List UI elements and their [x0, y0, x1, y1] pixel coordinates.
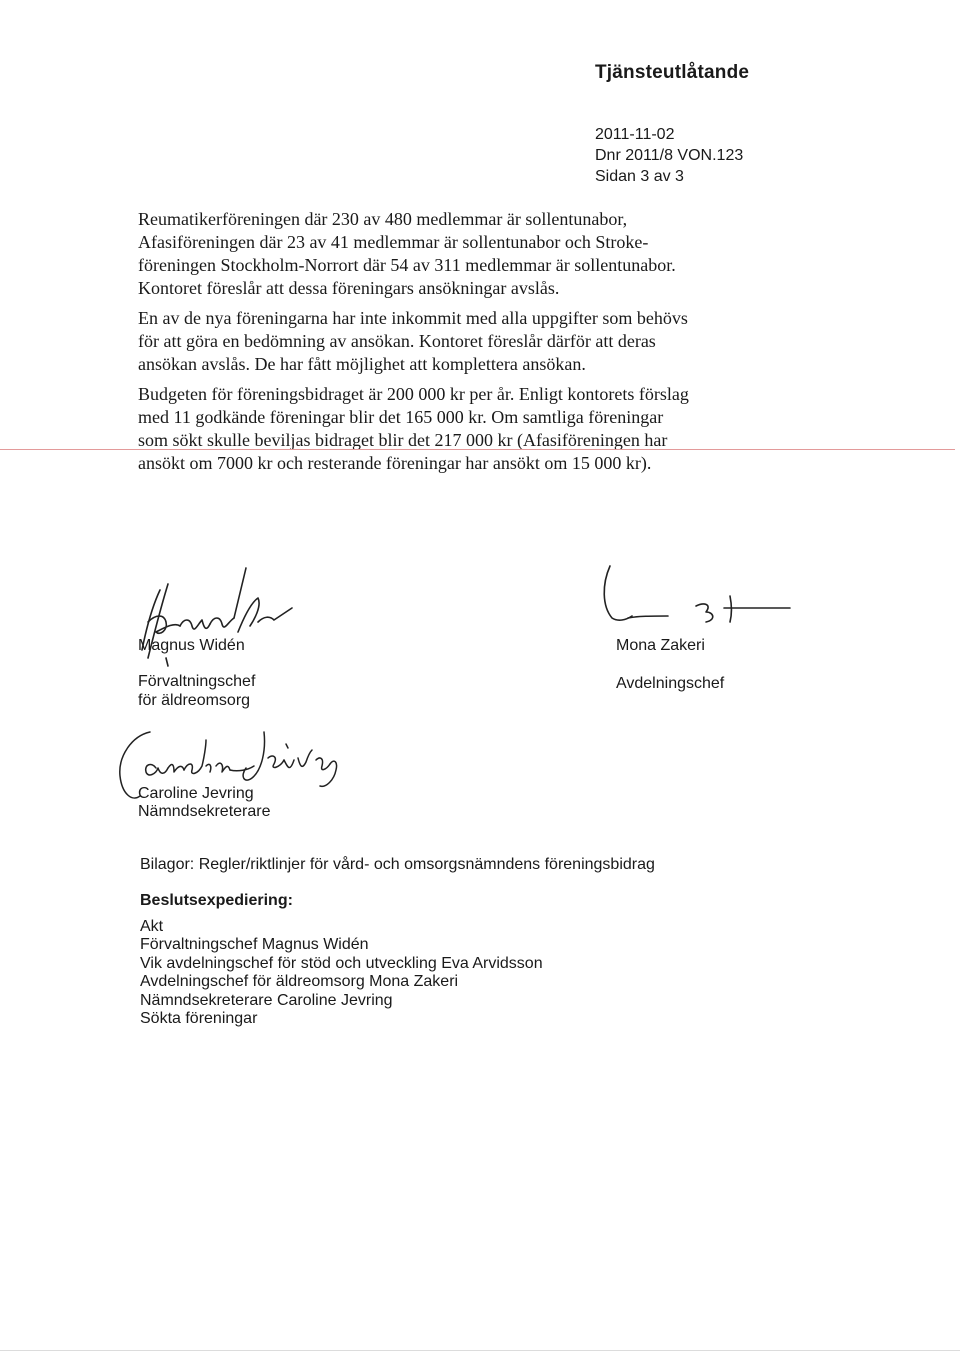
dispatch-list: [140, 918, 543, 1029]
dispatch-item: Förvaltningschef Magnus Widén: [140, 936, 369, 953]
dispatch-heading: Beslutsexpediering:: [140, 892, 293, 909]
signatory-name: Caroline Jevring: [138, 785, 254, 802]
signatory-title-line: för äldreomsorg: [138, 692, 251, 709]
document-title: Tjänsteutlåtande: [595, 62, 750, 83]
paragraph-line: En av de nya föreningarna har inte inkommit med alla uppgifter som behövs: [138, 308, 688, 328]
body-text: [138, 208, 778, 482]
paragraph-line: ansökt om 7000 kr och resterande föreningar har ansökt om 15 000 kr).: [138, 453, 652, 473]
paragraph-line: Reumatikerföreningen där 230 av 480 medlemmar är sollentunabor,: [138, 209, 628, 229]
signatory-name: Mona Zakeri: [616, 637, 705, 654]
page-bottom-divider: [0, 1350, 960, 1351]
dispatch-item: Akt: [140, 917, 164, 935]
paragraph-2: [138, 307, 778, 376]
attachments-line: Bilagor: Regler/riktlinjer för vård- och omsorgsnämndens föreningsbidrag: [140, 856, 655, 873]
handwritten-signature-mona: [592, 560, 797, 635]
paragraph-line: som sökt skulle beviljas bidraget blir det 217 000 kr (Afasiföreningen har: [138, 430, 668, 450]
paragraph-line: med 11 godkände föreningar blir det 165 000 kr. Om samtliga föreningar: [138, 407, 664, 427]
signatory-title: Avdelningschef: [616, 675, 725, 692]
page-number: Sidan 3 av 3: [595, 168, 684, 185]
paragraph-line: föreningen Stockholm-Norrort där 54 av 311 medlemmar är sollentunabor.: [138, 255, 676, 275]
paragraph-line: för att göra en bedömning av ansökan. Kontoret föreslår därför att deras: [138, 331, 656, 351]
dispatch-item: Avdelningschef för äldreomsorg Mona Zakeri: [140, 973, 459, 990]
annotation-line: [0, 449, 955, 450]
paragraph-line: Afasiföreningen där 23 av 41 medlemmar är sollentunabor och Stroke-: [138, 232, 649, 252]
signatory-title: [138, 672, 255, 710]
dispatch-item: Sökta föreningar: [140, 1010, 258, 1027]
signatory-name: Magnus Widén: [138, 637, 245, 654]
paragraph-line: ansökan avslås. De har fått möjlighet att komplettera ansökan.: [138, 354, 586, 374]
dispatch-item: Nämndsekreterare Caroline Jevring: [140, 991, 393, 1009]
dispatch-item: Vik avdelningschef för stöd och utveckling Eva Arvidsson: [140, 954, 543, 972]
document-meta: [595, 124, 743, 187]
paragraph-1: [138, 208, 778, 300]
handwritten-signature-magnus: [130, 562, 300, 672]
paragraph-line: Budgeten för föreningsbidraget är 200 000 kr per år. Enligt kontorets förslag: [138, 384, 689, 404]
paragraph-3: [138, 383, 778, 475]
paragraph-line: Kontoret föreslår att dessa föreningars ansökningar avslås.: [138, 278, 560, 298]
signatory-title: Nämndsekreterare: [138, 803, 271, 820]
document-dnr: Dnr 2011/8 VON.123: [595, 147, 744, 164]
signatory-title-line: Förvaltningschef: [138, 673, 256, 690]
dispatch-section: [140, 892, 543, 1029]
document-date: 2011-11-02: [595, 126, 675, 143]
